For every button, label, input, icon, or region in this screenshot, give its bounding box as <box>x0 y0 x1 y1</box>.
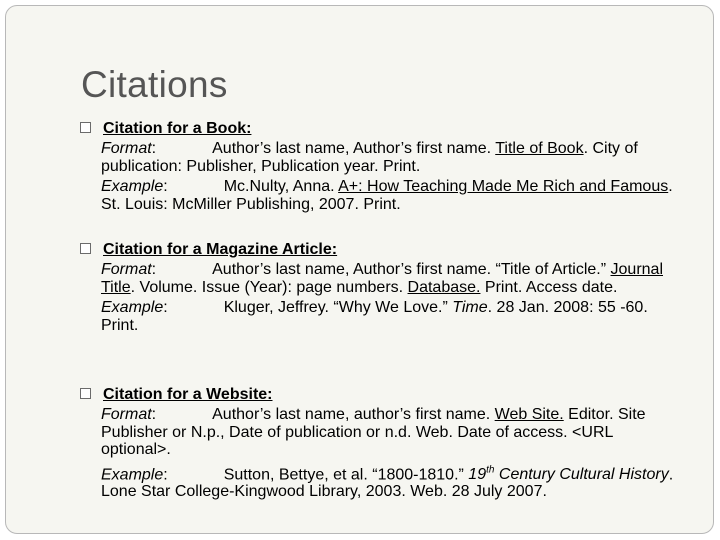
website-example-title <box>468 466 668 483</box>
title-placeholder: Title of Book <box>495 140 584 157</box>
example-line: Example: Kluger, Jeffrey. “Why We Love.” Time. 28 Jan. 2008: 55 -60. Print. <box>101 299 648 334</box>
example-text: . St. Louis: McMiller Publishing, 2007. Print. <box>101 178 673 213</box>
example-label: Example <box>101 465 164 483</box>
example-label: Example <box>101 299 164 316</box>
database-label: Database. <box>407 278 481 296</box>
example-text: Sutton, Bettye, et al. “1800-1810.” <box>223 465 469 483</box>
example-text: . 28 Jan. 2008: 55 -60. Print. <box>101 299 648 334</box>
format-text: Editor. Site Publisher or N.p., Date of publication or n.d. Web. Date of access. <URL optional>. <box>101 406 646 458</box>
heading-text: Citation for a Magazine Article: <box>103 241 338 258</box>
heading-text: Citation for a Website: <box>103 386 273 403</box>
section-magazine <box>80 240 680 334</box>
example-line: Example: Mc.Nulty, Anna. A+: How Teaching Made Me Rich and Famous. St. Louis: McMiller Publishing, 2007. Print. <box>101 178 673 213</box>
section-website <box>80 385 680 501</box>
format-text: . Volume. Issue (Year): page numbers. <box>130 278 408 296</box>
format-line: Format: Author’s last name, Author’s first name. Title of Book. City of publication: Publisher, Publication year. Print. <box>101 140 638 175</box>
format-text: Author’s last name, Author’s first name. “Title of Article.” <box>212 261 611 278</box>
format-line: Format: Author’s last name, Author’s first name. “Title of Article.” Journal Title. Volume. Issue (Year): page numbers. Database. Print. Access date. <box>101 261 663 296</box>
magazine-title: Time <box>452 299 488 316</box>
example-label: Example <box>101 178 164 195</box>
section-heading <box>80 119 680 138</box>
format-text: Print. Access date. <box>480 278 618 296</box>
format-text: . City of publication: Publisher, Publication year. Print. <box>101 140 638 175</box>
heading-text: Citation for a Book: <box>103 120 252 137</box>
example-text: Mc.Nulty, Anna. <box>223 178 339 195</box>
journal-title: Journal Title <box>101 261 663 296</box>
section-book <box>80 119 680 213</box>
format-label: Format <box>101 140 152 157</box>
format-text: Author’s last name, Author’s first name. <box>212 140 496 157</box>
slide-title: Citations <box>81 64 228 105</box>
website-title: Web Site. <box>494 406 564 423</box>
section-heading <box>80 240 680 259</box>
section-heading <box>80 385 680 404</box>
format-line: Format: Author’s last name, author’s first name. Web Site. Editor. Site Publisher or N.p., Date of publication or n.d. Web. Date of access. <URL optional>. <box>101 406 646 458</box>
checkbox-bullet-icon <box>80 388 91 399</box>
checkbox-bullet-icon <box>80 122 91 133</box>
example-text: Kluger, Jeffrey. “Why We Love.” <box>223 299 453 316</box>
example-line: Example: Sutton, Bettye, et al. “1800-1810.” 19th Century Cultural History. Lone Star College-Kingwood Library, 2003. Web. 28 July 2007. <box>101 464 674 501</box>
example-text: . Lone Star College-Kingwood Library, 2003. Web. 28 July 2007. <box>101 465 674 501</box>
title-part: Century Cultural History <box>494 465 669 483</box>
format-label: Format <box>101 406 152 423</box>
title-part: 19 <box>468 465 487 483</box>
format-text: Author’s last name, author’s first name. <box>212 406 495 423</box>
title-superscript: th <box>486 464 495 476</box>
checkbox-bullet-icon <box>80 243 91 254</box>
format-label: Format <box>101 261 152 278</box>
book-title: A+: How Teaching Made Me Rich and Famous <box>338 178 669 195</box>
